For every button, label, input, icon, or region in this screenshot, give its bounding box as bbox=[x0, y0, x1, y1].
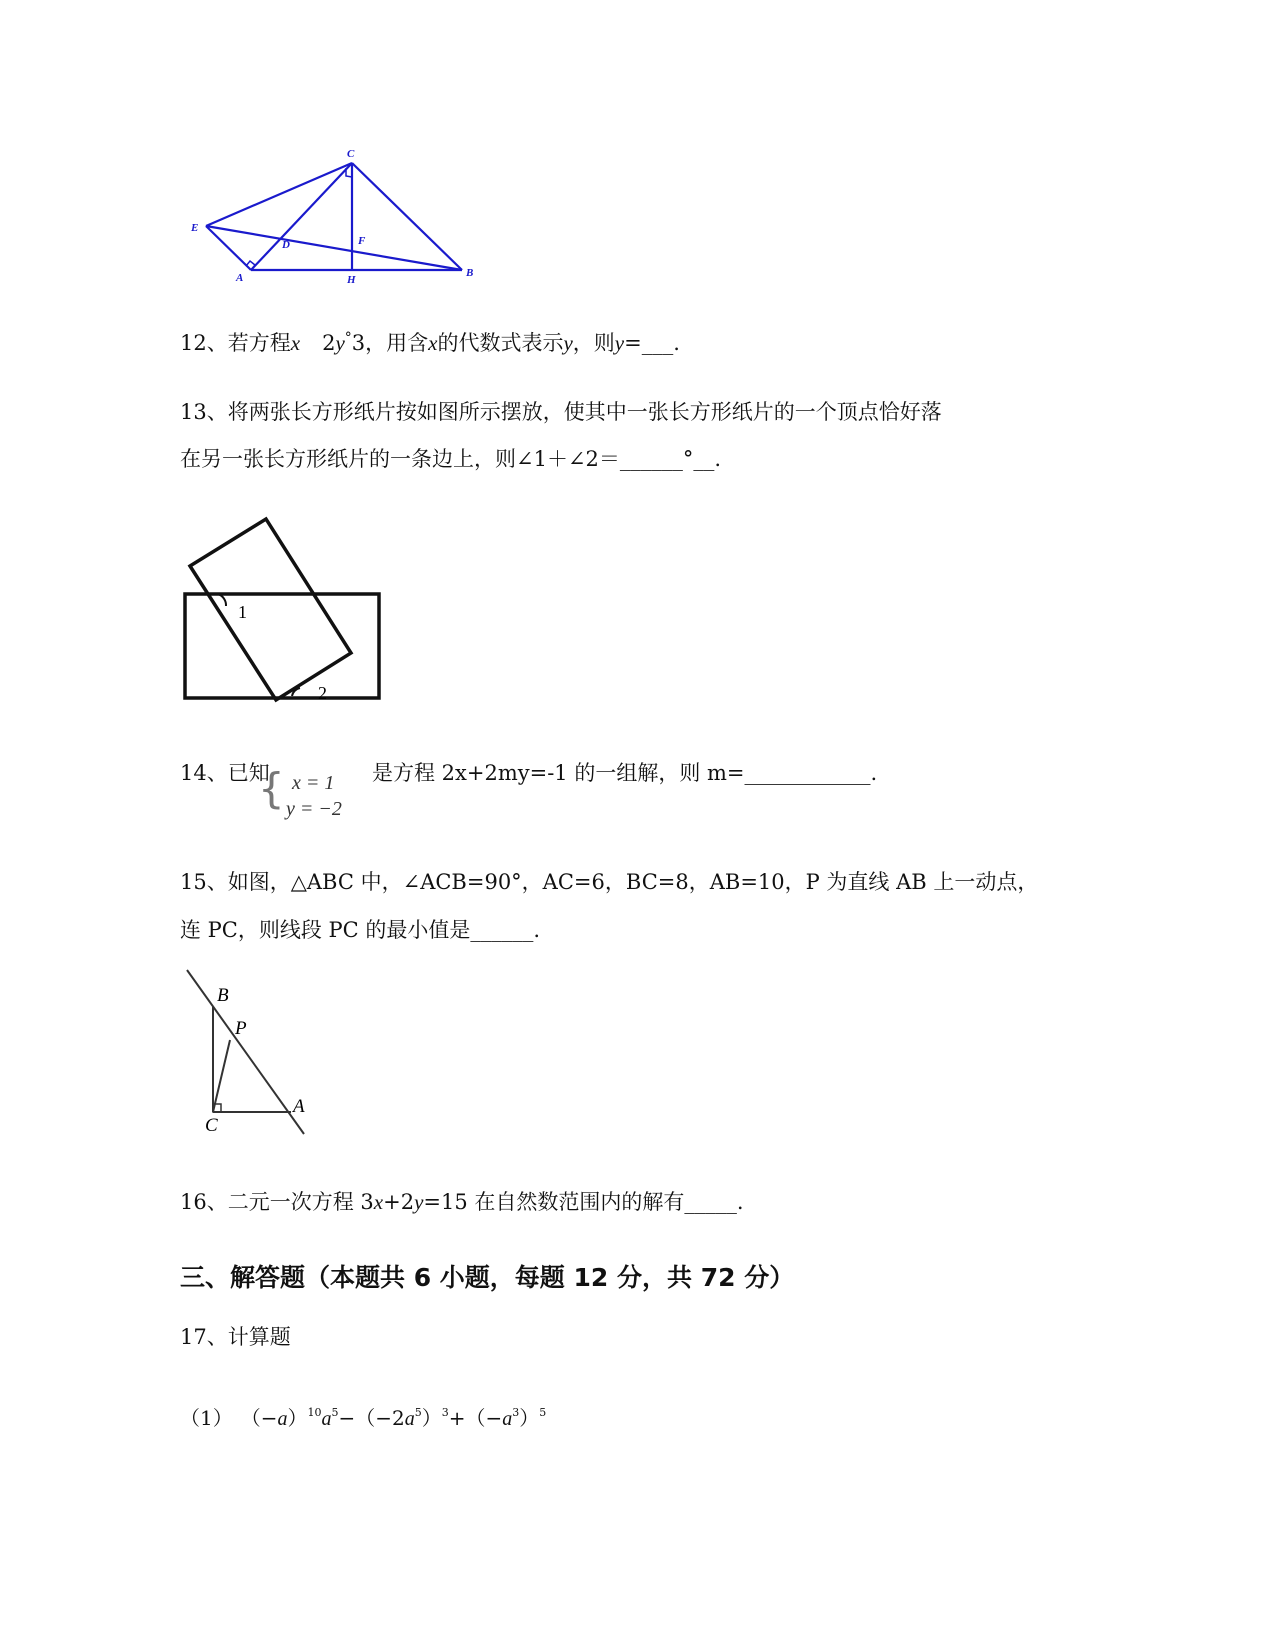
expr-s6: 5 bbox=[539, 1406, 547, 1419]
q12-middle: ，用含 bbox=[365, 331, 429, 355]
label-b: B bbox=[466, 267, 474, 279]
label-b: B bbox=[217, 985, 229, 1006]
question-14-prefix: 14、已知 bbox=[180, 761, 270, 785]
question-15-line1: 15、如图，△ABC 中，∠ACB=90°，AC=6，BC=8，AB=10，P 为直线 AB 上一动点， bbox=[180, 870, 1039, 894]
part1-label: （1） bbox=[180, 1406, 233, 1430]
expr-s5: 3 bbox=[512, 1406, 520, 1419]
q16-y: y bbox=[414, 1190, 424, 1214]
system-line-1: x = 1 bbox=[292, 772, 335, 794]
figure-q13-rects bbox=[185, 519, 379, 700]
figure-q11 bbox=[180, 140, 480, 290]
expr-s3: 5 bbox=[414, 1406, 422, 1419]
expr-t6: ） bbox=[519, 1406, 540, 1430]
figure-q15 bbox=[175, 960, 315, 1140]
question-13-line1: 13、将两张长方形纸片按如图所示摆放，使其中一张长方形纸片的一个顶点恰好落 bbox=[180, 400, 942, 424]
figure-q11-lines bbox=[206, 163, 462, 270]
expr-s1: 10 bbox=[307, 1406, 322, 1419]
question-17-title: 17、计算题 bbox=[180, 1325, 291, 1349]
equation-system bbox=[270, 770, 342, 822]
question-17-part1 bbox=[180, 1398, 546, 1434]
label-p: P bbox=[235, 1018, 247, 1039]
q12-var-y: y bbox=[563, 331, 573, 355]
q12-suffix1: ，则 bbox=[572, 331, 615, 355]
q16-x: x bbox=[373, 1190, 384, 1214]
label-c: C bbox=[347, 148, 355, 160]
label-h: H bbox=[347, 274, 356, 286]
q12-eq-mid: 2 bbox=[322, 331, 336, 355]
q12-eq-garble: ° bbox=[344, 330, 352, 346]
question-15-line2: 连 PC，则线段 PC 的最小值是______. bbox=[180, 918, 541, 942]
expr-a3: a bbox=[404, 1408, 415, 1430]
label-f: F bbox=[358, 235, 366, 247]
section-3-heading: 三、解答题（本题共 6 小题，每题 12 分，共 72 分） bbox=[180, 1263, 795, 1292]
q12-prefix: 12、若方程 bbox=[180, 331, 291, 355]
expr-t3: −（−2 bbox=[338, 1406, 405, 1430]
angle-1-label: 1 bbox=[238, 602, 247, 622]
q16-suffix: =15 在自然数范围内的解有_____. bbox=[423, 1190, 744, 1214]
label-e: E bbox=[191, 222, 199, 234]
system-line-2: y = −2 bbox=[286, 798, 342, 820]
label-a: A bbox=[236, 272, 244, 284]
question-13-line2: 在另一张长方形纸片的一条边上，则∠1＋∠2＝______°__. bbox=[180, 447, 722, 471]
expr-t4: ） bbox=[421, 1406, 442, 1430]
expr-a4: a bbox=[502, 1408, 513, 1430]
q16-mid: +2 bbox=[383, 1190, 415, 1214]
expr-a1: a bbox=[277, 1408, 288, 1430]
brace-icon: { bbox=[258, 764, 285, 813]
question-14-suffix: 是方程 2x+2my=-1 的一组解，则 m=____________. bbox=[372, 761, 878, 785]
expr-t1: （− bbox=[240, 1406, 278, 1430]
q12-eq-y: y bbox=[335, 331, 345, 355]
expr-t2: ） bbox=[287, 1406, 308, 1430]
angle-2-label: 2 bbox=[318, 683, 327, 703]
q12-eq-x: x bbox=[290, 331, 301, 355]
q12-var-x: x bbox=[428, 331, 438, 355]
expr-a2: a bbox=[321, 1408, 332, 1430]
label-a: A bbox=[293, 1096, 305, 1117]
expr-s4: 3 bbox=[441, 1406, 449, 1419]
q12-middle2: 的代数式表示 bbox=[437, 331, 564, 355]
expr-s2: 5 bbox=[331, 1406, 339, 1419]
question-16 bbox=[180, 1187, 744, 1217]
expr-t5: +（− bbox=[448, 1406, 503, 1430]
figure-q15-lines bbox=[187, 970, 304, 1134]
figure-q13 bbox=[175, 505, 390, 705]
q12-var-y2: y bbox=[614, 331, 625, 355]
label-c: C bbox=[205, 1115, 218, 1136]
q16-prefix: 16、二元一次方程 3 bbox=[180, 1190, 374, 1214]
q12-eq-end: 3 bbox=[351, 331, 366, 355]
q12-suffix2: =___. bbox=[624, 331, 680, 355]
question-12 bbox=[180, 323, 680, 358]
label-d: D bbox=[282, 239, 290, 251]
